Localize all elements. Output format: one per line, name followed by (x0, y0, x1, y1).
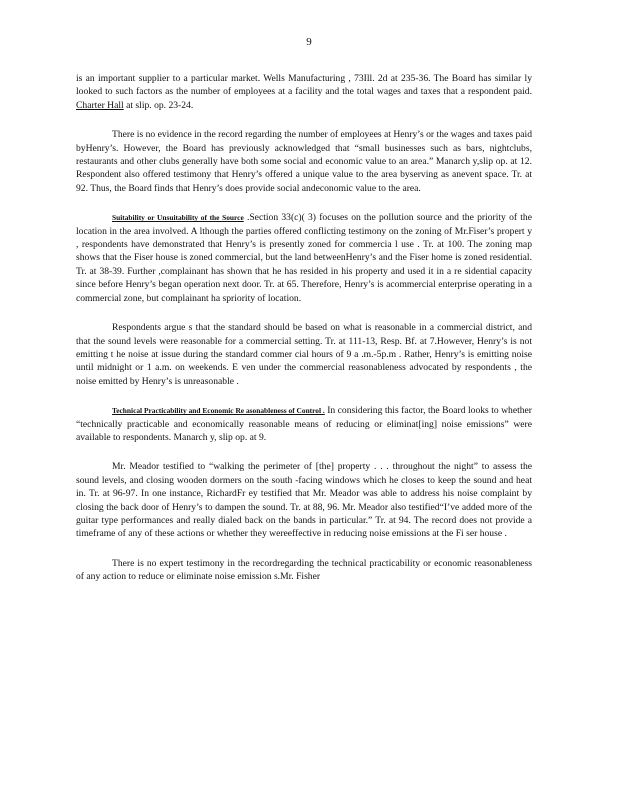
paragraph-5-text: In considering this factor, the Board looks to whether “technically practicable and economically reasonable means of reducing or eliminat[ing] noise emissions” were available to respondents. Manarch y, slip op. at 9. (76, 405, 533, 443)
paragraph-1-text-b: at slip. op. 23-24. (126, 99, 194, 111)
paragraph-3-text: .Section 33(c)( 3) focuses on the pollution source and the priority of the location in the area involved. A lthough the parties offered conflicting testimony on the zoning of Mr.Fiser’s propert y , respondents have demonstrated that Henry’s is presently zoned for commercia l use . Tr. at 100. The zoning map shows that the Fiser house is zoned commercial, but the land betweenHenry’s and the Fiser home is zoned residential. Tr. at 38-39. Further ,complainant has shown that he has resided in his property and used it in a re sidential capacity since before Henry’s began operation next door. Tr. at 65. Therefore, Henry’s is acommercial enterprise operating in a commercial zone, but complainant ha spriority of location. (76, 212, 532, 304)
section-heading-suitability: Suitability or Unsuitability of the Source (112, 213, 244, 223)
section-heading-practicability: Technical Practicability and Economic Re asonableness of Control . (112, 406, 325, 416)
paragraph-6: Mr. Meador testified to “walking the perimeter of [the] property . . . throughout the night” to assess the sound levels, and closing wooden dormers on the south -facing windows which he closes to keep the sound and heat in. Tr. at 96-97. In one instance, RichardFr ey testified that Mr. Meador was able to address his noise complaint by closing the back door of Henry’s to dampen the sound. Tr. at 88, 96. Mr. Meador also testified“I’ve added more of the guitar type performances and really dialed back on the bands in particular.” Tr. at 94. The record does not provide a timeframe of any of these actions or whether they wereeffective in reducing noise emissions at the Fi ser house . (76, 461, 532, 540)
paragraph-4: Respondents argue s that the standard should be based on what is reasonable in a commercial district, and that the sound levels were reasonable for a commercial setting. Tr. at 111-13, Resp. Bf. at 7.However, Henry’s is not emitting t he noise at issue during the standard commer cial hours of 9 a .m.-5p.m . Rather, Henry’s is emitting noise until midnight or 1 a.m. on weekends. E ven under the commercial reasonableness advocated by respondents , the noise emitted by Henry’s is unreasonable . (76, 322, 532, 387)
page-number: 9 (306, 36, 312, 48)
paragraph-1-text-a: is an important supplier to a particular market. Wells Manufacturing , 73Ill. 2d at 235-36. The Board has similar ly looked to such factors as the number of employees at a facility and the total wages and taxes that a respondent paid. (76, 73, 532, 98)
paragraph-7: There is no expert testimony in the recordregarding the technical practicability or economic reasonableness of any action to reduce or eliminate noise emission s.Mr. Fisher (76, 557, 532, 583)
case-citation: Charter Hall (76, 99, 124, 111)
paragraph-5 (76, 404, 532, 444)
document-body (76, 72, 532, 600)
paragraph-3 (76, 211, 532, 305)
paragraph-1 (76, 72, 532, 112)
paragraph-2: There is no evidence in the record regarding the number of employees at Henry’s or the wages and taxes paid byHenry’s. However, the Board has previously acknowledged that “small businesses such as bars, nightclubs, restaurants and other clubs generally have both some social and economic value to an area.” Manarch y,slip op. at 12. Respondent also offered testimony that Henry’s offered a unique value to the area byserving as anevent space. Tr. at 92. Thus, the Board finds that Henry’s does provide social andeconomic value to the area. (76, 129, 532, 194)
